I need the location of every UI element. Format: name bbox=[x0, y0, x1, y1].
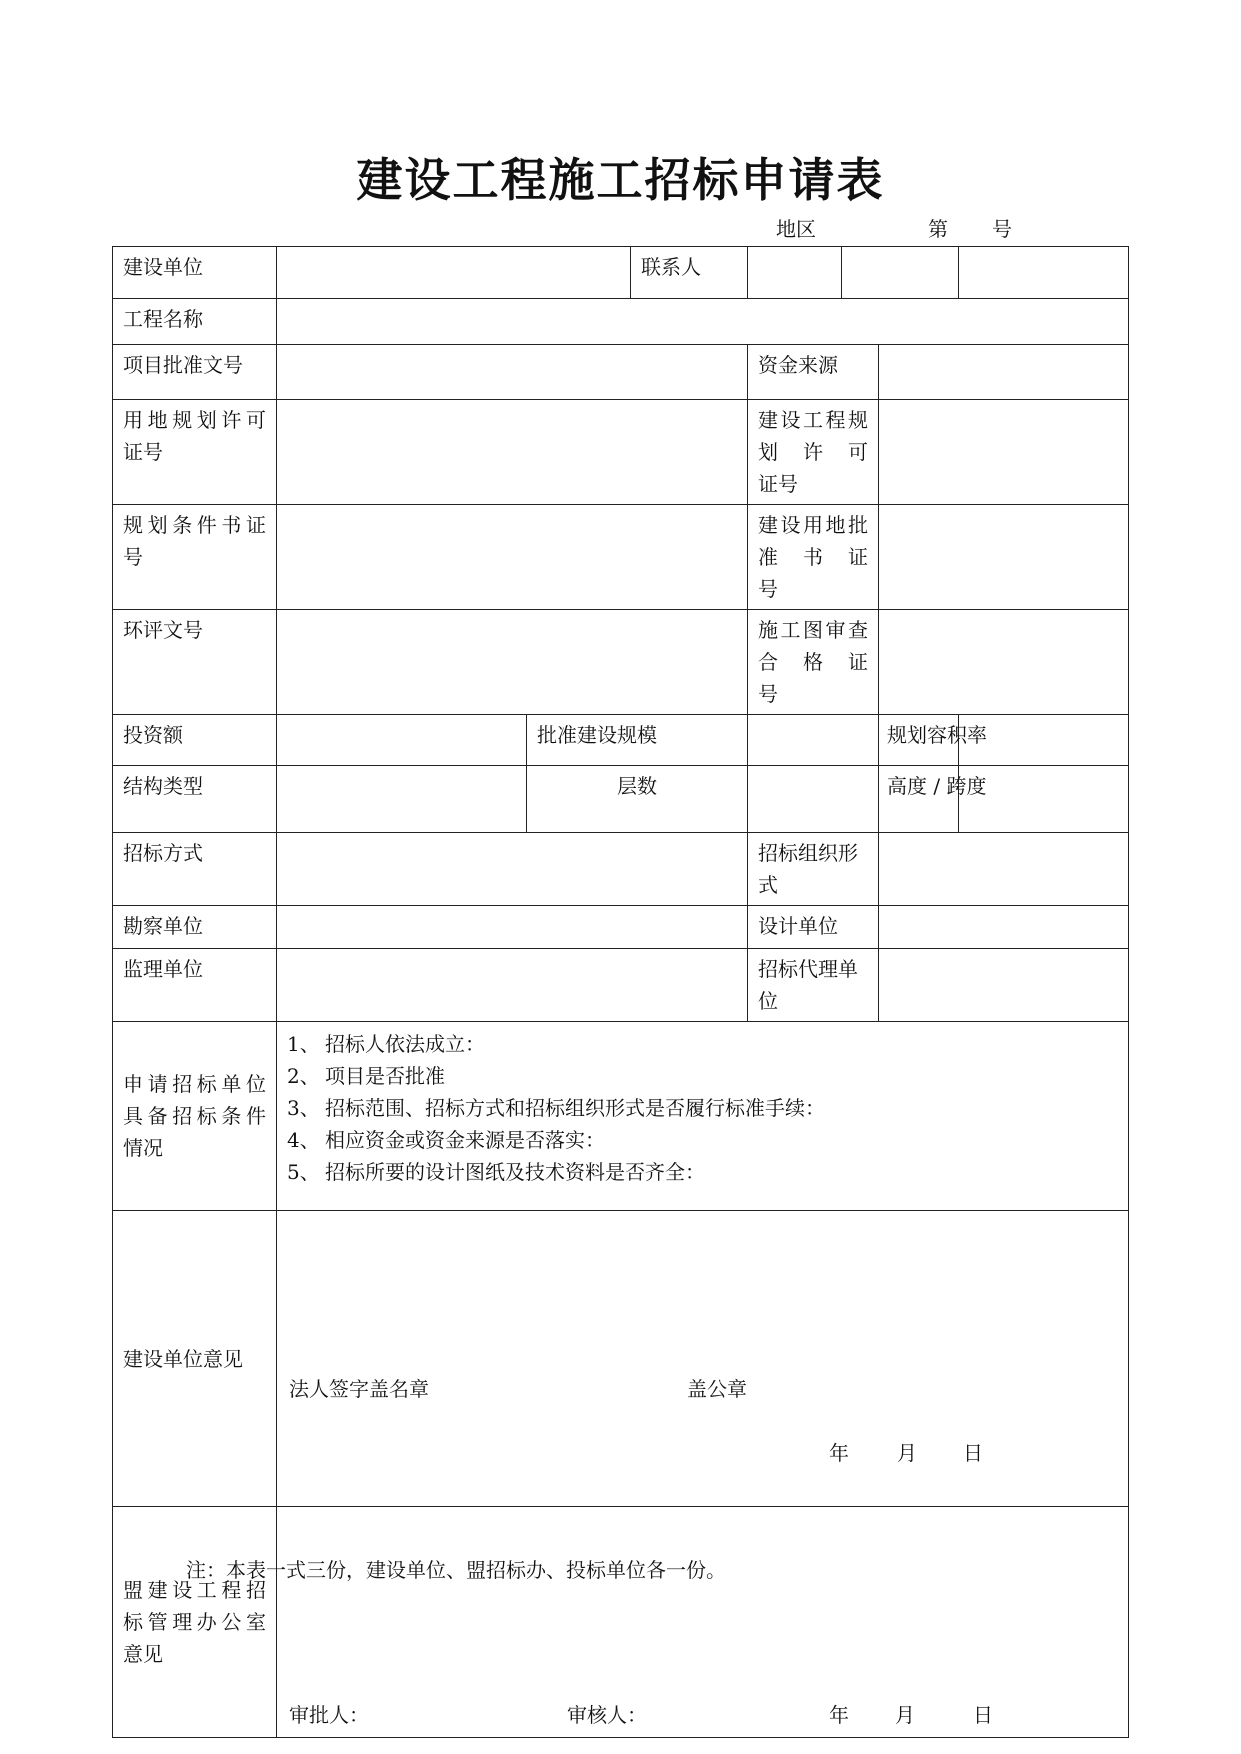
row-owner-opinion bbox=[113, 1211, 1129, 1507]
row-investment bbox=[113, 715, 1129, 766]
condition-item: 3、 招标范围、招标方式和招标组织形式是否履行标准手续： bbox=[287, 1096, 825, 1120]
tender-org-form-label: 招标组织形式 bbox=[748, 833, 879, 906]
condition-item: 2、 项目是否批准 bbox=[287, 1064, 445, 1088]
condition-item: 1、 招标人依法成立： bbox=[287, 1032, 485, 1056]
conditions-list bbox=[277, 1022, 1129, 1211]
drawing-review-field[interactable] bbox=[879, 610, 1129, 715]
row-construction-unit bbox=[113, 247, 1129, 299]
eia-doc-field[interactable] bbox=[277, 610, 748, 715]
approved-scale-label: 批准建设规模 bbox=[527, 715, 748, 766]
row-supervision bbox=[113, 949, 1129, 1022]
legal-sign-label: 法人签字盖名章 bbox=[289, 1377, 429, 1401]
office-date-month: 月 bbox=[895, 1703, 915, 1727]
row-planning-conditions bbox=[113, 505, 1129, 610]
plot-ratio-label: 规划容积率 bbox=[879, 715, 959, 766]
approval-doc-field[interactable] bbox=[277, 345, 748, 400]
number-suffix: 号 bbox=[992, 217, 1012, 241]
owner-opinion-area[interactable] bbox=[277, 1211, 1129, 1507]
application-form-table bbox=[112, 246, 1129, 1738]
tender-agent-label: 招标代理单位 bbox=[748, 949, 879, 1022]
owner-date-year: 年 bbox=[829, 1441, 849, 1465]
number-prefix: 第 bbox=[928, 217, 948, 241]
row-office-opinion bbox=[113, 1507, 1129, 1738]
survey-unit-field[interactable] bbox=[277, 906, 748, 949]
conditions-label: 申请招标单位 具备招标条件 情况 bbox=[113, 1022, 277, 1211]
approved-scale-field[interactable] bbox=[748, 715, 879, 766]
structure-type-label: 结构类型 bbox=[113, 766, 277, 833]
structure-type-field[interactable] bbox=[277, 766, 527, 833]
floors-label: 层数 bbox=[527, 766, 748, 833]
office-date-year: 年 bbox=[829, 1703, 849, 1727]
reviewer-label: 审核人： bbox=[567, 1703, 647, 1727]
row-conditions bbox=[113, 1022, 1129, 1211]
land-approval-field[interactable] bbox=[879, 505, 1129, 610]
approver-label: 审批人： bbox=[289, 1703, 369, 1727]
supervision-unit-field[interactable] bbox=[277, 949, 748, 1022]
land-planning-permit-label: 用地规划许可 证号 bbox=[113, 400, 277, 505]
design-unit-field[interactable] bbox=[879, 906, 1129, 949]
tender-method-label: 招标方式 bbox=[113, 833, 277, 906]
tender-method-field[interactable] bbox=[277, 833, 748, 906]
tender-agent-field[interactable] bbox=[879, 949, 1129, 1022]
condition-item: 4、 相应资金或资金来源是否落实： bbox=[287, 1128, 605, 1152]
row-project-name bbox=[113, 299, 1129, 345]
land-planning-permit-field[interactable] bbox=[277, 400, 748, 505]
row-eia bbox=[113, 610, 1129, 715]
construction-planning-permit-label: 建设工程规划许可 证号 bbox=[748, 400, 879, 505]
contact-person-field[interactable] bbox=[748, 247, 842, 299]
row-land-planning bbox=[113, 400, 1129, 505]
supervision-unit-label: 监理单位 bbox=[113, 949, 277, 1022]
project-name-label: 工程名称 bbox=[113, 299, 277, 345]
funding-source-field[interactable] bbox=[879, 345, 1129, 400]
drawing-review-label: 施工图审查合格证 号 bbox=[748, 610, 879, 715]
planning-conditions-field[interactable] bbox=[277, 505, 748, 610]
construction-unit-field[interactable] bbox=[277, 247, 631, 299]
funding-source-label: 资金来源 bbox=[748, 345, 879, 400]
office-opinion-area[interactable] bbox=[277, 1507, 1129, 1738]
tender-org-form-field[interactable] bbox=[879, 833, 1129, 906]
owner-date-month: 月 bbox=[897, 1441, 917, 1465]
height-span-label: 高度 / 跨度 bbox=[879, 766, 959, 833]
page-title: 建设工程施工招标申请表 bbox=[356, 153, 885, 207]
row-approval-doc bbox=[113, 345, 1129, 400]
design-unit-label: 设计单位 bbox=[748, 906, 879, 949]
official-seal-label: 盖公章 bbox=[687, 1377, 747, 1401]
survey-unit-label: 勘察单位 bbox=[113, 906, 277, 949]
planning-conditions-label: 规划条件书证 号 bbox=[113, 505, 277, 610]
owner-opinion-label: 建设单位意见 bbox=[113, 1211, 277, 1507]
eia-doc-label: 环评文号 bbox=[113, 610, 277, 715]
floors-field[interactable] bbox=[748, 766, 879, 833]
construction-unit-label: 建设单位 bbox=[113, 247, 277, 299]
approval-doc-label: 项目批准文号 bbox=[113, 345, 277, 400]
investment-label: 投资额 bbox=[113, 715, 277, 766]
footnote: 注：本表一式三份，建设单位、盟招标办、投标单位各一份。 bbox=[186, 1558, 726, 1582]
contact-person-label: 联系人 bbox=[631, 247, 748, 299]
construction-planning-permit-field[interactable] bbox=[879, 400, 1129, 505]
row-structure bbox=[113, 766, 1129, 833]
office-date-day: 日 bbox=[973, 1703, 993, 1727]
owner-date-day: 日 bbox=[963, 1441, 983, 1465]
office-opinion-label: 盟建设工程招 标管理办公室 意见 bbox=[113, 1507, 277, 1738]
region-number-line bbox=[776, 216, 1012, 242]
contact-extra-field[interactable] bbox=[842, 247, 959, 299]
condition-item: 5、 招标所要的设计图纸及技术资料是否齐全： bbox=[287, 1160, 705, 1184]
region-label: 地区 bbox=[776, 217, 816, 241]
contact-phone-field[interactable] bbox=[959, 247, 1129, 299]
row-survey bbox=[113, 906, 1129, 949]
row-tender-method bbox=[113, 833, 1129, 906]
investment-field[interactable] bbox=[277, 715, 527, 766]
project-name-field[interactable] bbox=[277, 299, 1129, 345]
land-approval-label: 建设用地批准书证 号 bbox=[748, 505, 879, 610]
